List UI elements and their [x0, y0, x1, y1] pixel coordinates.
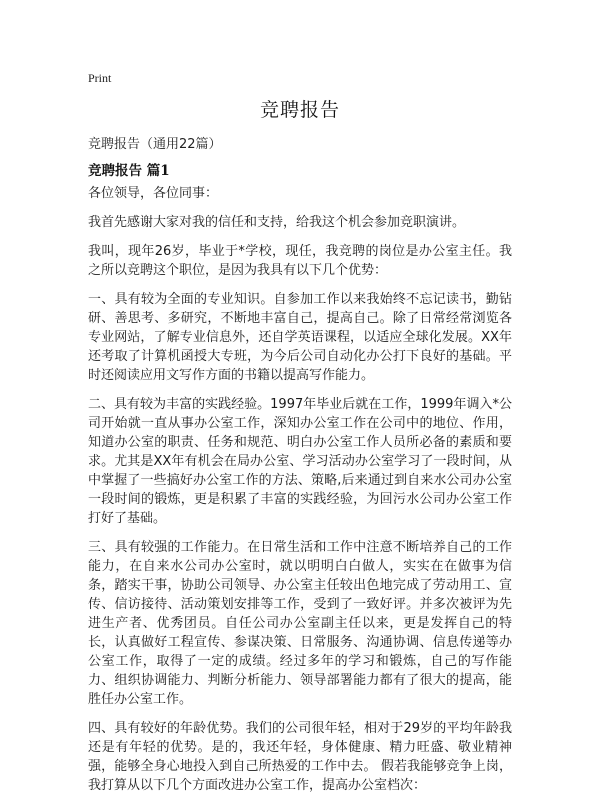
paragraph-greeting: 各位领导，各位同事：	[88, 186, 219, 201]
paragraph-advantage-2: 二、具有较为丰富的实践经验。1997年毕业后就在工作，1999年调入*公司开始就一直从事办公室工作，深知办公室工作在公司中的地位、作用，知道办公室的职责、任务和规范、明白办公室工作人员所必备的素质和要求。尤其是XX年有机会在局办公室、学习活动办公室学习了一段时间，从中掌握了一些搞好办公室工作的方法、策略,后来通过到自来水公司办公室一段时间的锻炼，更是积累了丰富的实践经验，为回污水公司办公室工作打好了基础。	[88, 397, 512, 526]
print-label: Print	[88, 71, 112, 85]
paragraph-intro: 我叫，现年26岁，毕业于*学校，现任，我竞聘的岗位是办公室主任。我之所以竞聘这个职位，是因为我具有以下几个优势：	[88, 244, 512, 278]
document-body	[88, 184, 512, 805]
section-heading: 竞聘报告 篇1	[88, 163, 170, 179]
paragraph-thanks: 我首先感谢大家对我的信任和支持，给我这个机会参加竞职演讲。	[88, 215, 466, 230]
paragraph-advantage-1: 一、具有较为全面的专业知识。自参加工作以来我始终不忘记读书，勤钻研、善思考、多研究，不断地丰富自己，提高自己。除了日常经常浏览各专业网站，了解专业信息外，还自学英语课程，以适应全球化发展。XX年还考取了计算机函授大专班，为今后公司自动化办公打下良好的基础。平时还阅读应用文写作方面的书籍以提高写作能力。	[88, 292, 512, 383]
document-title: 竞聘报告	[259, 99, 340, 121]
paragraph-advantage-4: 四、具有较好的年龄优势。我们的公司很年轻，相对于29岁的平均年龄我还是有年轻的优势。是的，我还年轻，身体健康、精力旺盛、敬业精神强，能够全身心地投入到自己所热爱的工作中去。 假若我能够竞争上岗，我打算从以下几个方面改进办公室工作，提高办公室档次：	[88, 721, 512, 793]
document-subtitle: 竞聘报告（通用22篇）	[88, 137, 222, 152]
paragraph-advantage-3: 三、具有较强的工作能力。在日常生活和工作中注意不断培养自己的工作能力，在自来水公司办公室时，就以明明白白做人，实实在在做事为信条，踏实干事，协助公司领导、办公室主任较出色地完成了劳动用工、宣传、信访接待、活动策划安排等工作，受到了一致好评。并多次被评为先进生产者、优秀团员。自任公司办公室副主任以来，更是发挥自己的特长，认真做好工程宣传、参谋决策、日常服务、沟通协调、信息传递等办公室工作，取得了一定的成绩。经过多年的学习和锻炼，自己的写作能力、组织协调能力、判断分析能力、领导部署能力都有了很大的提高，能胜任办公室工作。	[88, 540, 512, 707]
